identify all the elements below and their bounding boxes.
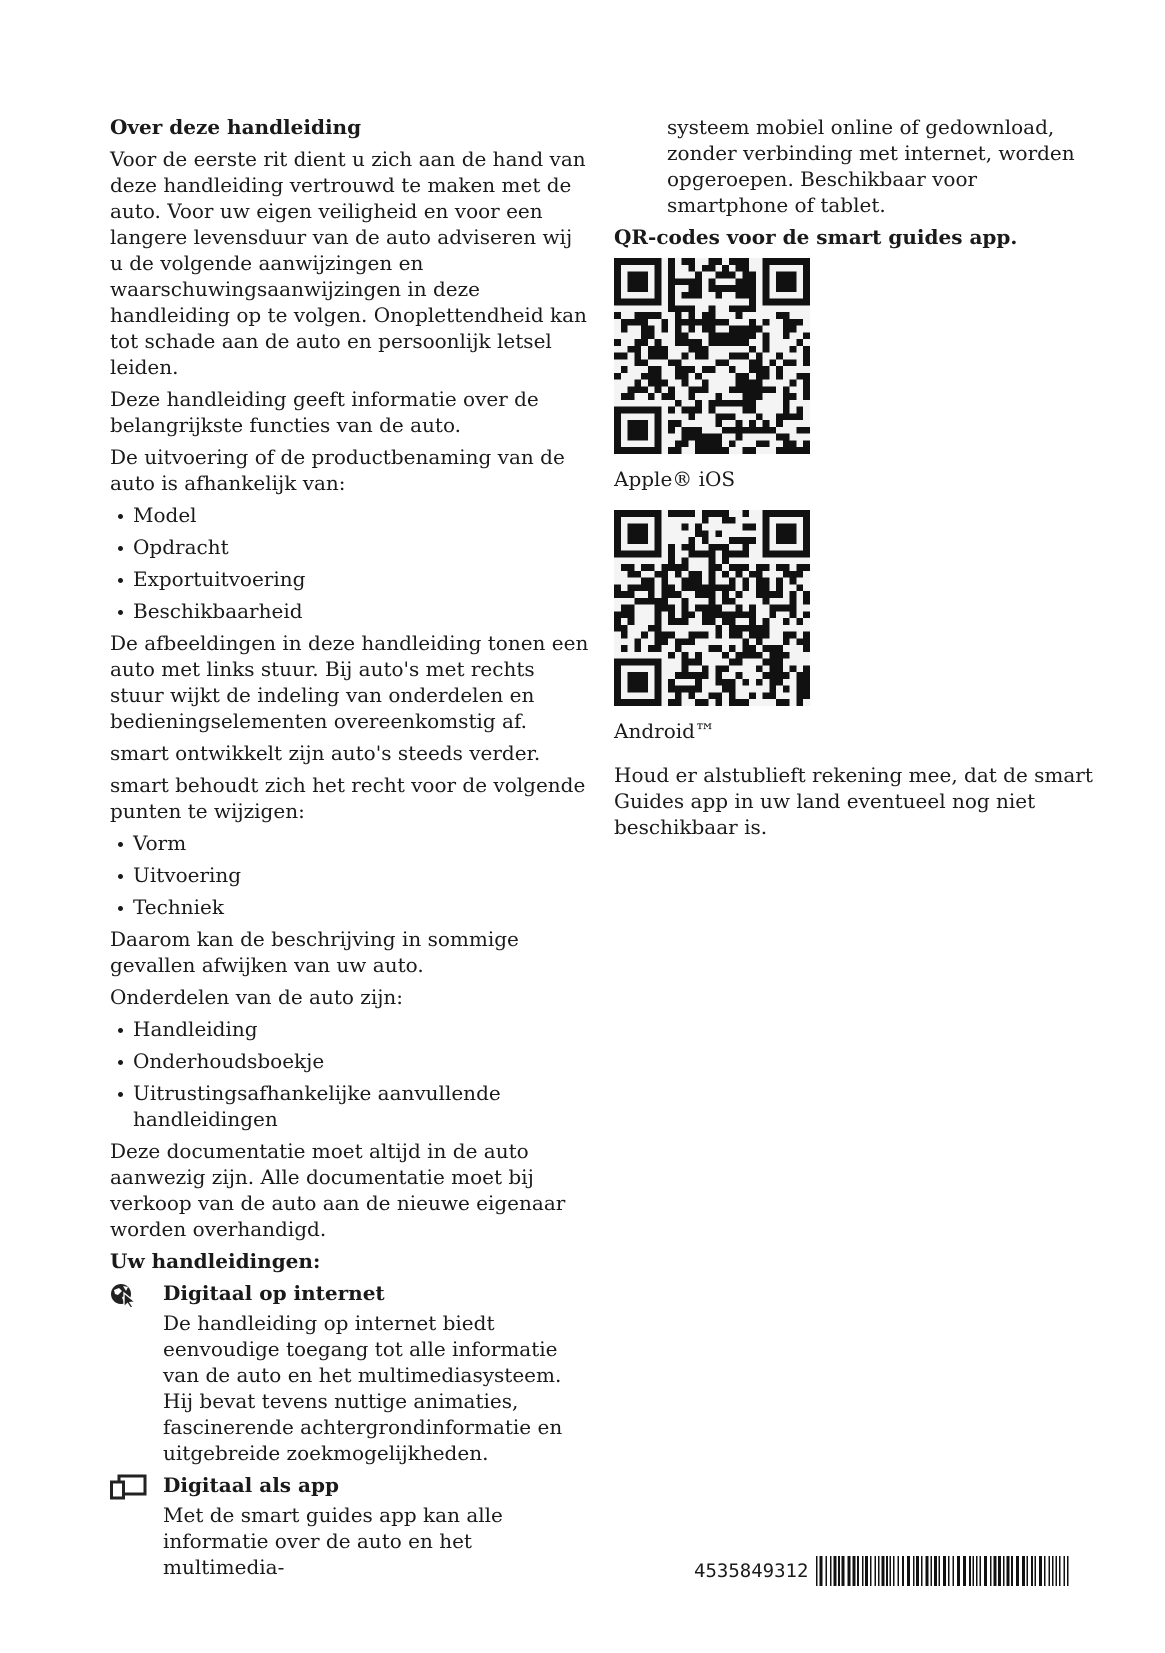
entry-app-text: Met de smart guides app kan alle informatie over de auto en het multimedia- — [163, 1503, 503, 1579]
documentation-paragraph: Deze documentatie moet altijd in de auto aanwezig zijn. Alle documentatie moet bij verkoop van de auto aan de nieuwe eigenaar worden overhandigd. — [110, 1139, 566, 1241]
components-list — [110, 1016, 590, 1132]
qr-ios-label: Apple® iOS — [614, 467, 736, 491]
left-column — [110, 114, 590, 1586]
dependency-list — [110, 502, 590, 624]
list-item: Techniek — [110, 894, 590, 920]
components-paragraph: Onderdelen van de auto zijn: — [110, 985, 404, 1009]
deviation-paragraph: Daarom kan de beschrijving in sommige gevallen afwijken van uw auto. — [110, 927, 519, 977]
barcode — [694, 1556, 1074, 1586]
availability-note: Houd er alstublieft rekening mee, dat de smart Guides app in uw land eventueel nog niet beschikbaar is. — [614, 763, 1093, 839]
list-item: Beschikbaarheid — [110, 598, 590, 624]
barcode-number: 4535849312 — [694, 1560, 809, 1582]
barcode-bars — [814, 1556, 1074, 1586]
right-column — [614, 114, 1094, 846]
qr-android-label: Android™ — [614, 719, 715, 743]
list-item: Opdracht — [110, 534, 590, 560]
rights-paragraph: smart behoudt zich het recht voor de volgende punten te wijzigen: — [110, 773, 586, 823]
development-paragraph: smart ontwikkelt zijn auto's steeds verder. — [110, 741, 541, 765]
entry-app-title: Digitaal als app — [163, 1473, 339, 1497]
tablet-phone-icon — [110, 1474, 148, 1500]
dependency-paragraph: De uitvoering of de productbenaming van de auto is afhankelijk van: — [110, 445, 565, 495]
section-heading: Over deze handleiding — [110, 115, 362, 139]
info-paragraph: Deze handleiding geeft informatie over de belangrijkste functies van de auto. — [110, 387, 539, 437]
manuals-subheading: Uw handleidingen: — [110, 1249, 321, 1273]
list-item: Handleiding — [110, 1016, 590, 1042]
change-list — [110, 830, 590, 920]
qr-heading: QR-codes voor de smart guides app. — [614, 225, 1018, 249]
list-item: Vorm — [110, 830, 590, 856]
qr-code-android[interactable] — [614, 510, 810, 706]
list-item: Uitvoering — [110, 862, 590, 888]
entry-internet-text: De handleiding op internet biedt eenvoudige toegang tot alle informatie van de auto en het multimediasysteem. Hij bevat tevens nuttige animaties, fascinerende achtergrondinformatie en uitgebreide zoekmogelijkheden. — [163, 1311, 563, 1465]
qr-code-ios[interactable] — [614, 258, 810, 454]
intro-paragraph: Voor de eerste rit dient u zich aan de hand van deze handleiding vertrouwd te maken met de auto. Voor uw eigen veiligheid en voor een langere levensduur van de auto adviseren wij u de volgende aanwijzingen en waarschuwingsaanwijzingen in deze handleiding op te volgen. Onoplettendheid kan tot schade aan de auto en persoonlijk letsel leiden. — [110, 147, 587, 379]
entry-internet — [110, 1280, 590, 1306]
list-item: Onderhoudsboekje — [110, 1048, 590, 1074]
entry-app — [110, 1472, 590, 1498]
images-paragraph: De afbeeldingen in deze handleiding tonen een auto met links stuur. Bij auto's met rechts stuur wijkt de indeling van onderdelen en bedieningselementen overeenkomstig af. — [110, 631, 589, 733]
entry-internet-title: Digitaal op internet — [163, 1281, 385, 1305]
globe-cursor-icon — [110, 1282, 138, 1308]
list-item: Uitrustingsafhankelijke aanvullende handleidingen — [110, 1080, 590, 1132]
list-item: Exportuitvoering — [110, 566, 590, 592]
list-item: Model — [110, 502, 590, 528]
continuation-paragraph: systeem mobiel online of gedownload, zonder verbinding met internet, worden opgeroepen. Beschikbaar voor smartphone of tablet. — [667, 115, 1075, 217]
